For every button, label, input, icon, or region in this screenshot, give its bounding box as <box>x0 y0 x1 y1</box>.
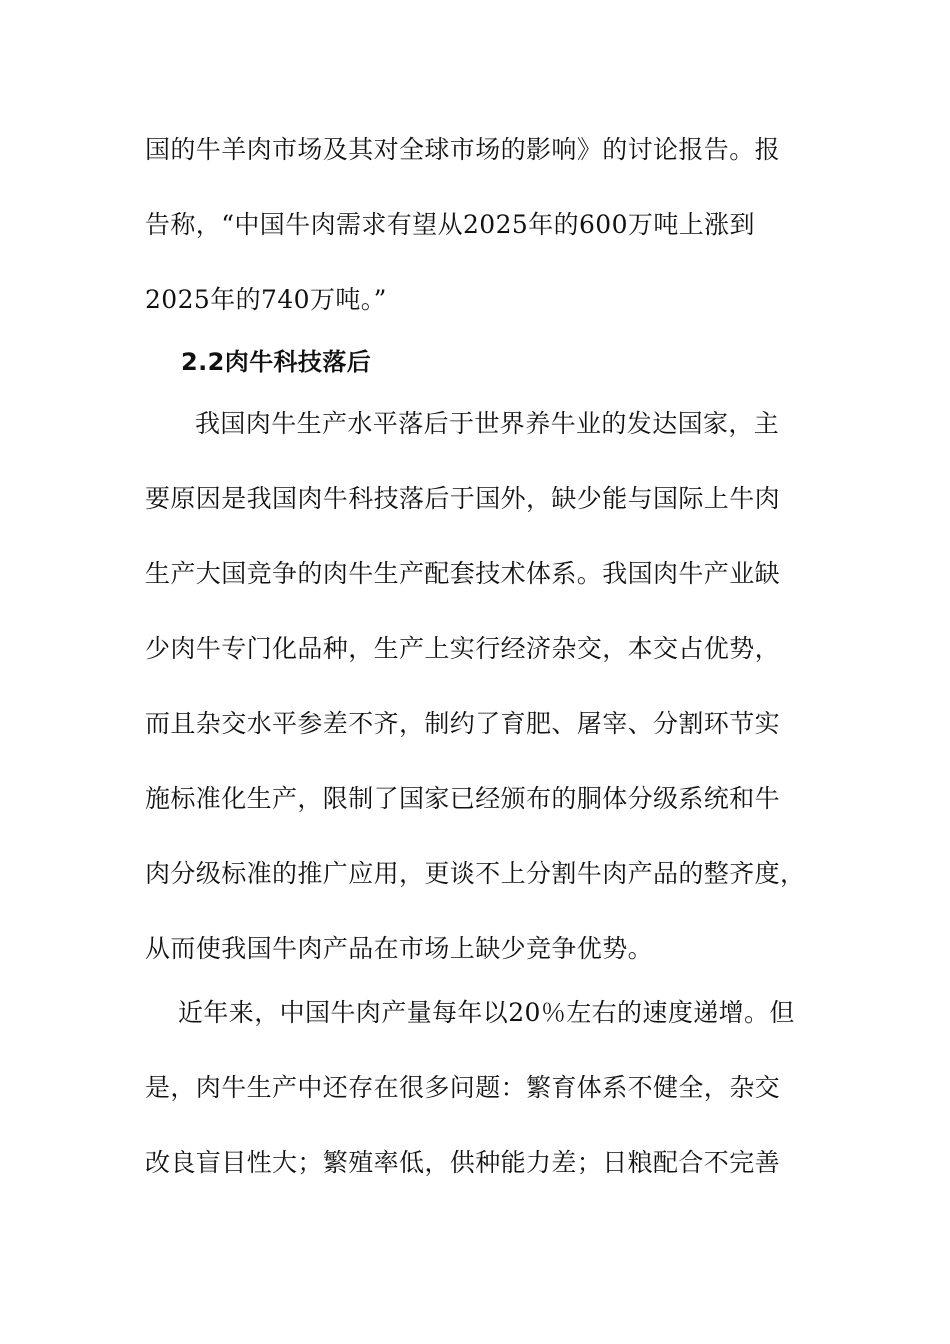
paragraph-3-line-1: 近年来，中国牛肉产量每年以20％左右的速度递增。但 <box>178 998 795 1027</box>
paragraph-2-line-5: 而且杂交水平参差不齐，制约了育肥、屠宰、分割环节实 <box>145 709 781 738</box>
paragraph-2-line-7: 肉分级标准的推广应用，更谈不上分割牛肉产品的整齐度， <box>145 859 806 888</box>
paragraph-2-line-8: 从而使我国牛肉产品在市场上缺少竞争优势。 <box>145 934 654 963</box>
paragraph-2-line-2: 要原因是我国肉牛科技落后于国外，缺少能与国际上牛肉 <box>145 484 781 513</box>
section-heading: 2.2肉牛科技落后 <box>181 348 372 376</box>
paragraph-3-line-2: 是，肉牛生产中还存在很多问题：繁育体系不健全，杂交 <box>145 1073 781 1102</box>
paragraph-2-line-1: 我国肉牛生产水平落后于世界养牛业的发达国家，主 <box>195 409 780 438</box>
paragraph-2-line-4: 少肉牛专门化品种，生产上实行经济杂交，本交占优势， <box>145 634 781 663</box>
paragraph-1-line-1: 国的牛羊肉市场及其对全球市场的影响》的讨论报告。报 <box>145 135 781 164</box>
paragraph-1-line-3: 2025年的740万吨。” <box>145 285 387 314</box>
paragraph-2-line-6: 施标准化生产，限制了国家已经颁布的胴体分级系统和牛 <box>145 784 781 813</box>
paragraph-3-line-3: 改良盲目性大；繁殖率低，供种能力差；日粮配合不完善 <box>145 1148 781 1177</box>
paragraph-2-line-3: 生产大国竞争的肉牛生产配套技术体系。我国肉牛产业缺 <box>145 559 781 588</box>
paragraph-1-line-2: 告称，“中国牛肉需求有望从2025年的600万吨上涨到 <box>145 210 755 239</box>
